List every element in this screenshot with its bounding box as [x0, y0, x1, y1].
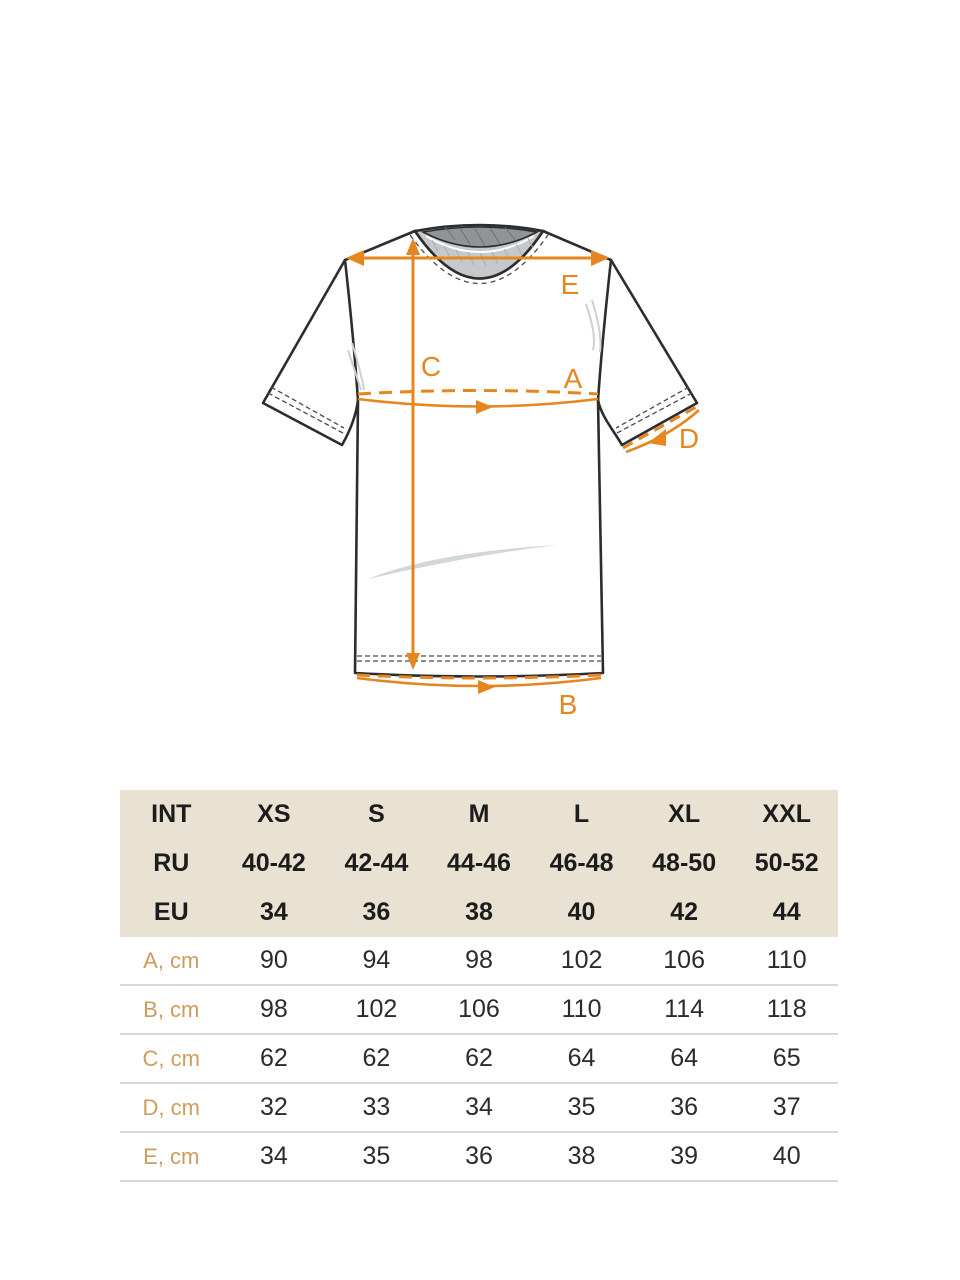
- row-header-ru: RU: [153, 849, 190, 877]
- size-col-l: L: [573, 800, 590, 828]
- size-table-measurements: [120, 937, 838, 1182]
- size-table-header: [120, 790, 838, 937]
- tshirt-diagram: [240, 200, 720, 720]
- size-col-m: M: [468, 800, 490, 828]
- table-cell: 62: [259, 1044, 288, 1072]
- table-cell: 114: [664, 995, 705, 1023]
- table-cell: 62: [465, 1044, 493, 1072]
- table-row-ru: [120, 839, 838, 888]
- table-cell: 40: [772, 1142, 801, 1170]
- table-cell: 118: [766, 995, 807, 1023]
- table-cell: 65: [772, 1044, 801, 1072]
- table-cell: 35: [567, 1093, 596, 1121]
- table-cell: 48-50: [652, 849, 717, 877]
- table-cell: 33: [362, 1093, 391, 1121]
- measure-label-e: E: [560, 269, 580, 300]
- tshirt-svg: [240, 200, 720, 720]
- table-cell: 50-52: [754, 849, 819, 877]
- table-cell: 102: [355, 995, 398, 1023]
- row-label-b: B, cm: [143, 996, 200, 1022]
- table-cell: 102: [560, 946, 603, 974]
- measure-label-b: B: [558, 689, 578, 720]
- table-row-a: [120, 937, 838, 986]
- size-col-s: S: [368, 800, 385, 828]
- table-cell: 42: [670, 898, 699, 926]
- table-cell: 64: [567, 1044, 596, 1072]
- table-cell: 44-46: [447, 849, 511, 877]
- measure-label-c: C: [420, 351, 442, 382]
- size-table: [120, 790, 838, 1182]
- size-col-xs: XS: [257, 800, 291, 828]
- table-cell: 40-42: [241, 849, 306, 877]
- table-cell: 35: [362, 1142, 391, 1170]
- table-cell: 110: [766, 946, 807, 974]
- table-cell: 37: [772, 1093, 801, 1121]
- table-cell: 110: [561, 995, 602, 1023]
- table-cell: 44: [772, 898, 801, 926]
- table-cell: 36: [362, 898, 391, 926]
- size-col-xxl: XXL: [762, 800, 812, 828]
- row-header-int: INT: [151, 800, 192, 828]
- table-cell: 46-48: [549, 849, 614, 877]
- table-cell: 38: [567, 1142, 596, 1170]
- table-row-e: [120, 1133, 838, 1182]
- measure-label-a: A: [563, 363, 583, 394]
- table-cell: 36: [465, 1142, 493, 1170]
- table-cell: 94: [362, 946, 391, 974]
- table-cell: 98: [259, 995, 288, 1023]
- table-cell: 36: [670, 1093, 699, 1121]
- table-cell: 64: [670, 1044, 699, 1072]
- row-header-eu: EU: [153, 898, 189, 926]
- table-row-d: [120, 1084, 838, 1133]
- table-cell: 32: [259, 1093, 288, 1121]
- table-cell: 90: [259, 946, 288, 974]
- table-row-c: [120, 1035, 838, 1084]
- table-cell: 106: [663, 946, 705, 974]
- row-label-e: E, cm: [143, 1143, 200, 1169]
- table-cell: 42-44: [344, 849, 409, 877]
- table-row-b: [120, 986, 838, 1035]
- size-col-xl: XL: [668, 800, 701, 828]
- table-row-int: [120, 790, 838, 839]
- table-cell: 34: [465, 1093, 493, 1121]
- row-label-c: C, cm: [142, 1045, 200, 1071]
- table-cell: 62: [362, 1044, 391, 1072]
- table-cell: 39: [670, 1142, 699, 1170]
- table-cell: 38: [465, 898, 493, 926]
- table-cell: 34: [259, 1142, 288, 1170]
- measure-label-d: D: [678, 423, 700, 454]
- row-label-a: A, cm: [143, 947, 200, 973]
- table-cell: 98: [465, 946, 493, 974]
- table-row-eu: [120, 888, 838, 937]
- row-label-d: D, cm: [142, 1094, 200, 1120]
- table-cell: 40: [567, 898, 596, 926]
- table-cell: 106: [458, 995, 500, 1023]
- table-cell: 34: [259, 898, 288, 926]
